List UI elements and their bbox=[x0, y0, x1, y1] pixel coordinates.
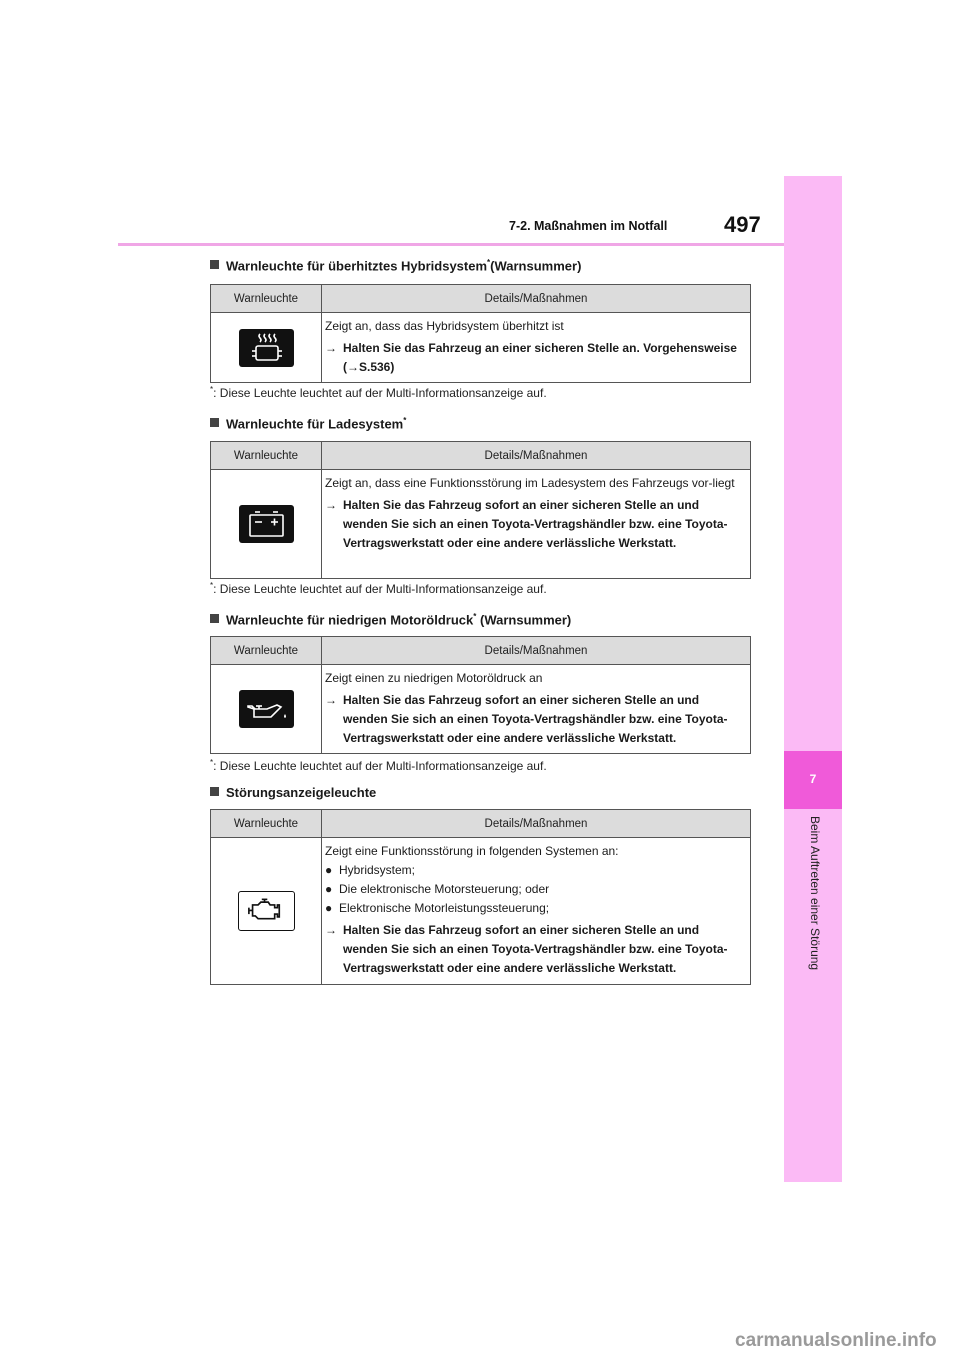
battery-icon bbox=[239, 505, 294, 543]
warning-table bbox=[210, 636, 751, 754]
table-header-warnleuchte: Warnleuchte bbox=[211, 285, 322, 313]
section-title: Warnleuchte für niedrigen Motoröldruck* (Warnsummer) bbox=[210, 612, 571, 627]
warning-table bbox=[210, 809, 751, 985]
description: Zeigt einen zu niedrigen Motoröldruck an bbox=[325, 671, 543, 685]
table-header-warnleuchte: Warnleuchte bbox=[211, 442, 322, 470]
hybrid-system-overheat-icon bbox=[239, 329, 294, 367]
warning-table bbox=[210, 284, 751, 383]
footnote: *: Diese Leuchte leuchtet auf der Multi-Informationsanzeige auf. bbox=[210, 385, 547, 400]
table-header-details: Details/Maßnahmen bbox=[322, 442, 751, 470]
section-title: Warnleuchte für Ladesystem* bbox=[210, 416, 406, 431]
chapter-side-tab bbox=[784, 176, 842, 1182]
list-item: ● Die elektronische Motorsteuerung; oder bbox=[325, 880, 746, 899]
section-square-icon bbox=[210, 418, 219, 427]
arrow-icon: → bbox=[325, 693, 337, 707]
table-header-warnleuchte: Warnleuchte bbox=[211, 810, 322, 838]
section-square-icon bbox=[210, 260, 219, 269]
arrow-icon: → bbox=[325, 923, 337, 937]
description: Zeigt an, dass das Hybridsystem überhitzt ist bbox=[325, 319, 564, 333]
bullet-icon: ● bbox=[325, 901, 333, 915]
arrow-icon: → bbox=[325, 498, 337, 512]
bullet-icon: ● bbox=[325, 882, 333, 896]
section-square-icon bbox=[210, 614, 219, 623]
action-instruction: → Halten Sie das Fahrzeug an einer sicheren Stelle an. Vorgehensweise (→S.536) bbox=[325, 339, 746, 377]
header-rule bbox=[118, 243, 784, 246]
list-item: ● Elektronische Motorleistungssteuerung; bbox=[325, 899, 746, 918]
warning-table bbox=[210, 441, 751, 579]
list-item: ● Hybridsystem; bbox=[325, 861, 746, 880]
table-header-warnleuchte: Warnleuchte bbox=[211, 637, 322, 665]
chapter-header: 7-2. Maßnahmen im Notfall bbox=[509, 219, 668, 233]
footnote: *: Diese Leuchte leuchtet auf der Multi-Informationsanzeige auf. bbox=[210, 758, 547, 773]
action-instruction: → Halten Sie das Fahrzeug sofort an einer sicheren Stelle an und wenden Sie sich an einen Toyota-Vertragshändler bzw. eine Toyota-Vertragswerkstatt oder eine andere verlässliche Werkstatt. bbox=[325, 921, 746, 978]
action-instruction: → Halten Sie das Fahrzeug sofort an einer sicheren Stelle an und wenden Sie sich an einen Toyota-Vertragshändler bzw. eine Toyota-Vertragswerkstatt oder eine andere verlässliche Werkstatt. bbox=[325, 496, 746, 553]
oil-can-icon bbox=[239, 690, 294, 728]
watermark: carmanualsonline.info bbox=[735, 1330, 937, 1351]
chapter-title-vertical: Beim Auftreten einer Störung bbox=[808, 816, 822, 971]
footnote: *: Diese Leuchte leuchtet auf der Multi-Informationsanzeige auf. bbox=[210, 581, 547, 596]
table-header-details: Details/Maßnahmen bbox=[322, 637, 751, 665]
action-instruction: → Halten Sie das Fahrzeug sofort an einer sicheren Stelle an und wenden Sie sich an einen Toyota-Vertragshändler bzw. eine Toyota-Vertragswerkstatt oder eine andere verlässliche Werkstatt. bbox=[325, 691, 746, 748]
bullet-icon: ● bbox=[325, 863, 333, 877]
description: Zeigt eine Funktionsstörung in folgenden Systemen an: bbox=[325, 844, 619, 858]
table-header-details: Details/Maßnahmen bbox=[322, 285, 751, 313]
arrow-icon: → bbox=[325, 341, 337, 355]
chapter-number: 7 bbox=[809, 772, 817, 786]
section-title: Warnleuchte für überhitztes Hybridsystem*(Warnsummer) bbox=[210, 258, 581, 273]
page-number: 497 bbox=[724, 212, 761, 237]
description: Zeigt an, dass eine Funktionsstörung im Ladesystem des Fahrzeugs vor-liegt bbox=[325, 476, 735, 490]
section-square-icon bbox=[210, 787, 219, 796]
section-title: Störungsanzeigeleuchte bbox=[210, 785, 376, 800]
check-engine-icon bbox=[238, 891, 295, 931]
table-header-details: Details/Maßnahmen bbox=[322, 810, 751, 838]
